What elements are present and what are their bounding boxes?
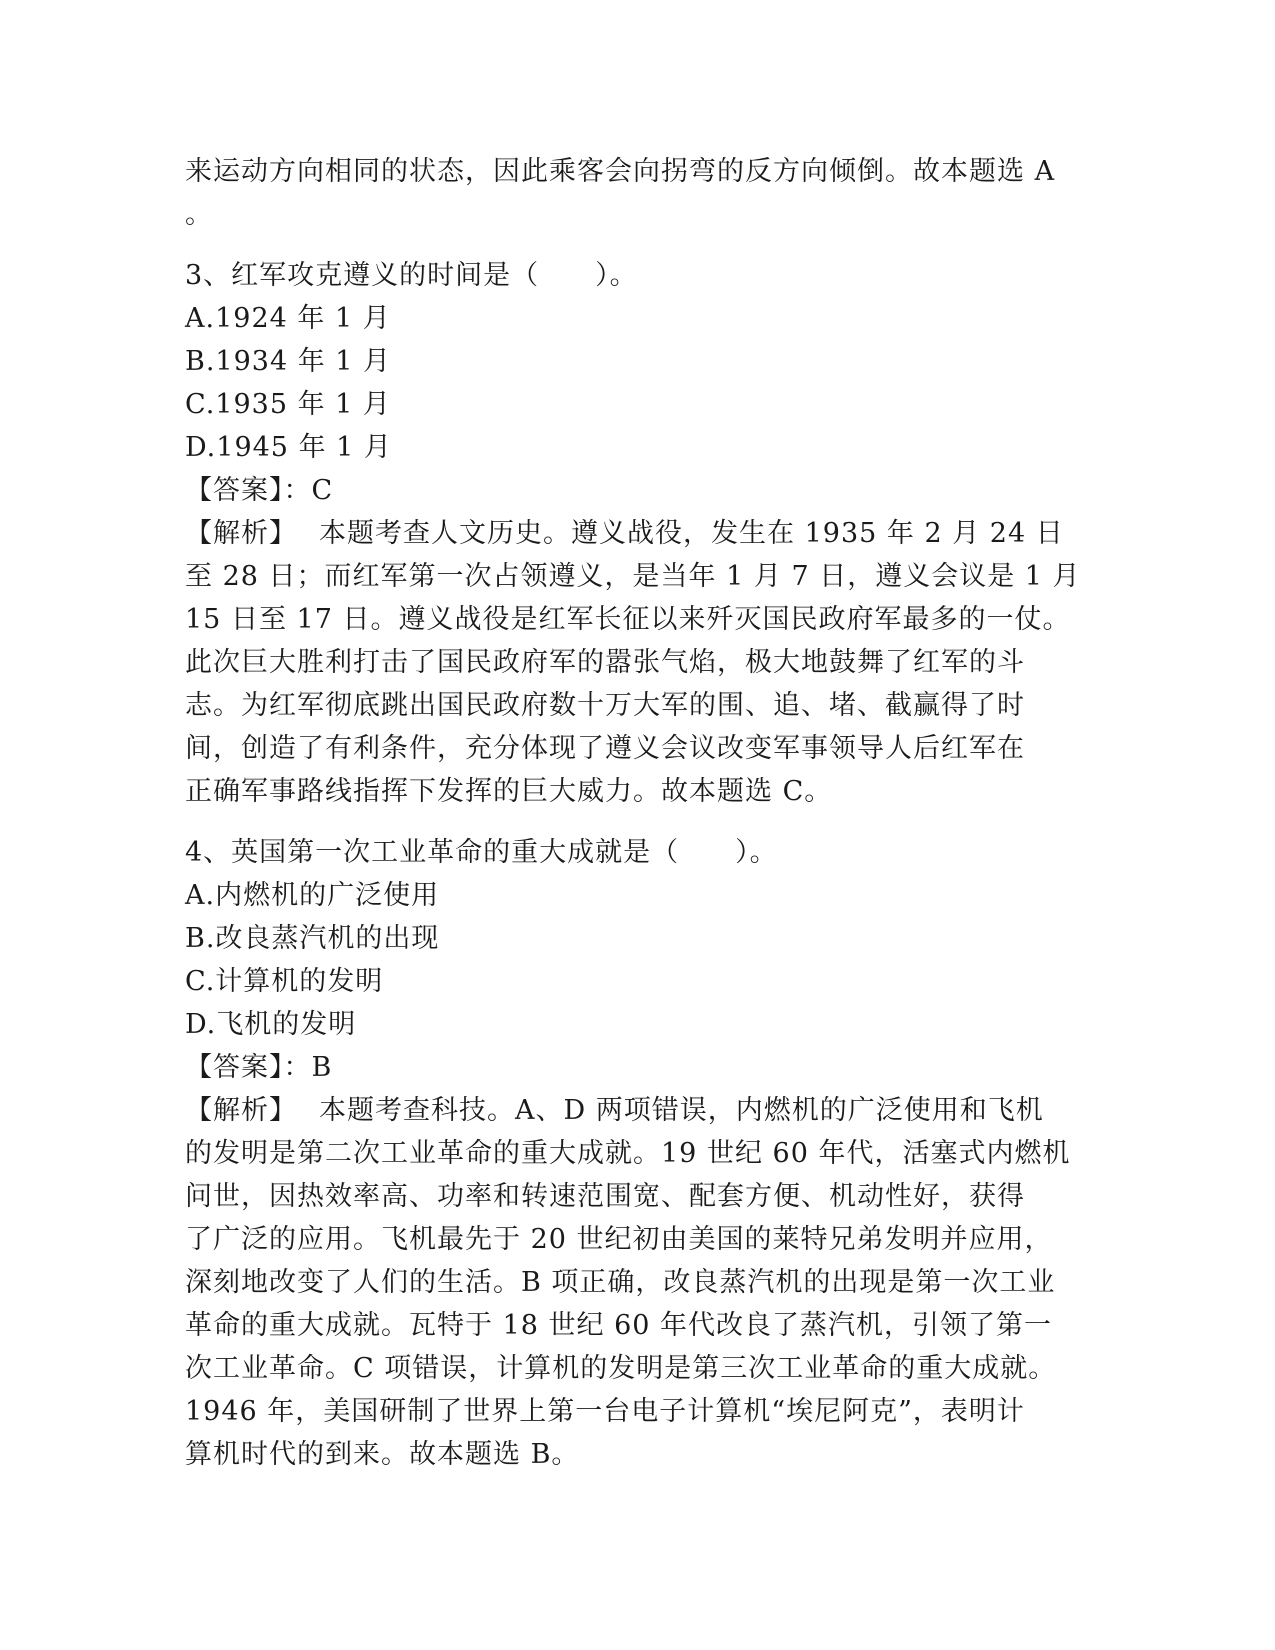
analysis-text: 间，创造了有利条件，充分体现了遵义会议改变军事领导人后红军在 bbox=[185, 733, 1025, 764]
analysis-text: 次工业革命。C 项错误，计算机的发明是第三次工业革命的重大成就。 bbox=[185, 1353, 1057, 1384]
question-stem: 4、英国第一次工业革命的重大成就是（ ）。 bbox=[185, 837, 778, 868]
analysis-text: 问世，因热效率高、功率和转速范围宽、配套方便、机动性好，获得 bbox=[185, 1181, 1025, 1212]
analysis-text: 此次巨大胜利打击了国民政府军的嚣张气焰，极大地鼓舞了红军的斗 bbox=[185, 647, 1025, 678]
analysis-text: 的发明是第二次工业革命的重大成就。19 世纪 60 年代，活塞式内燃机 bbox=[185, 1138, 1071, 1169]
analysis-label: 【解析】 bbox=[185, 518, 297, 549]
text-line: 来运动方向相同的状态，因此乘客会向拐弯的反方向倾倒。故本题选 A bbox=[185, 156, 1056, 187]
option-c: C.1935 年 1 月 bbox=[185, 389, 391, 420]
analysis-text: 算机时代的到来。故本题选 B。 bbox=[185, 1439, 580, 1470]
analysis-text: 至 28 日；而红军第一次占领遵义，是当年 1 月 7 日，遵义会议是 1 月 bbox=[185, 561, 1081, 592]
option-d: D.飞机的发明 bbox=[185, 1009, 357, 1040]
option-b: B.改良蒸汽机的出现 bbox=[185, 923, 440, 954]
answer-line: 【答案】：B bbox=[185, 1052, 333, 1083]
question-4 bbox=[185, 831, 1085, 1476]
analysis-text: 深刻地改变了人们的生活。B 项正确，改良蒸汽机的出现是第一次工业 bbox=[185, 1267, 1056, 1298]
analysis-text: 志。为红军彻底跳出国民政府数十万大军的围、追、堵、截赢得了时 bbox=[185, 690, 1025, 721]
option-a: A.1924 年 1 月 bbox=[185, 303, 391, 334]
analysis-text: 15 日至 17 日。遵义战役是红军长征以来歼灭国民政府军最多的一仗。 bbox=[185, 604, 1071, 635]
analysis-text: 革命的重大成就。瓦特于 18 世纪 60 年代改良了蒸汽机，引领了第一 bbox=[185, 1310, 1053, 1341]
option-b: B.1934 年 1 月 bbox=[185, 346, 392, 377]
analysis-text: 1946 年，美国研制了世界上第一台电子计算机“埃尼阿克”，表明计 bbox=[185, 1396, 1025, 1427]
analysis-label: 【解析】 bbox=[185, 1095, 297, 1126]
analysis-text: 本题考查科技。A、D 两项错误，内燃机的广泛使用和飞机 bbox=[319, 1095, 1044, 1126]
question-3 bbox=[185, 254, 1085, 813]
analysis-first-line bbox=[185, 1089, 1085, 1132]
previous-question-tail bbox=[185, 150, 1085, 236]
option-d: D.1945 年 1 月 bbox=[185, 432, 392, 463]
analysis-first-line bbox=[185, 512, 1085, 555]
text-line: 。 bbox=[185, 199, 213, 230]
analysis-text: 本题考查人文历史。遵义战役，发生在 1935 年 2 月 24 日 bbox=[319, 518, 1064, 549]
answer-line: 【答案】：C bbox=[185, 475, 334, 506]
document-page bbox=[185, 150, 1085, 1476]
analysis-text: 正确军事路线指挥下发挥的巨大威力。故本题选 C。 bbox=[185, 776, 833, 807]
option-c: C.计算机的发明 bbox=[185, 966, 384, 997]
analysis-text: 了广泛的应用。飞机最先于 20 世纪初由美国的莱特兄弟发明并应用， bbox=[185, 1224, 1053, 1255]
question-stem: 3、红军攻克遵义的时间是（ ）。 bbox=[185, 260, 638, 291]
option-a: A.内燃机的广泛使用 bbox=[185, 880, 440, 911]
